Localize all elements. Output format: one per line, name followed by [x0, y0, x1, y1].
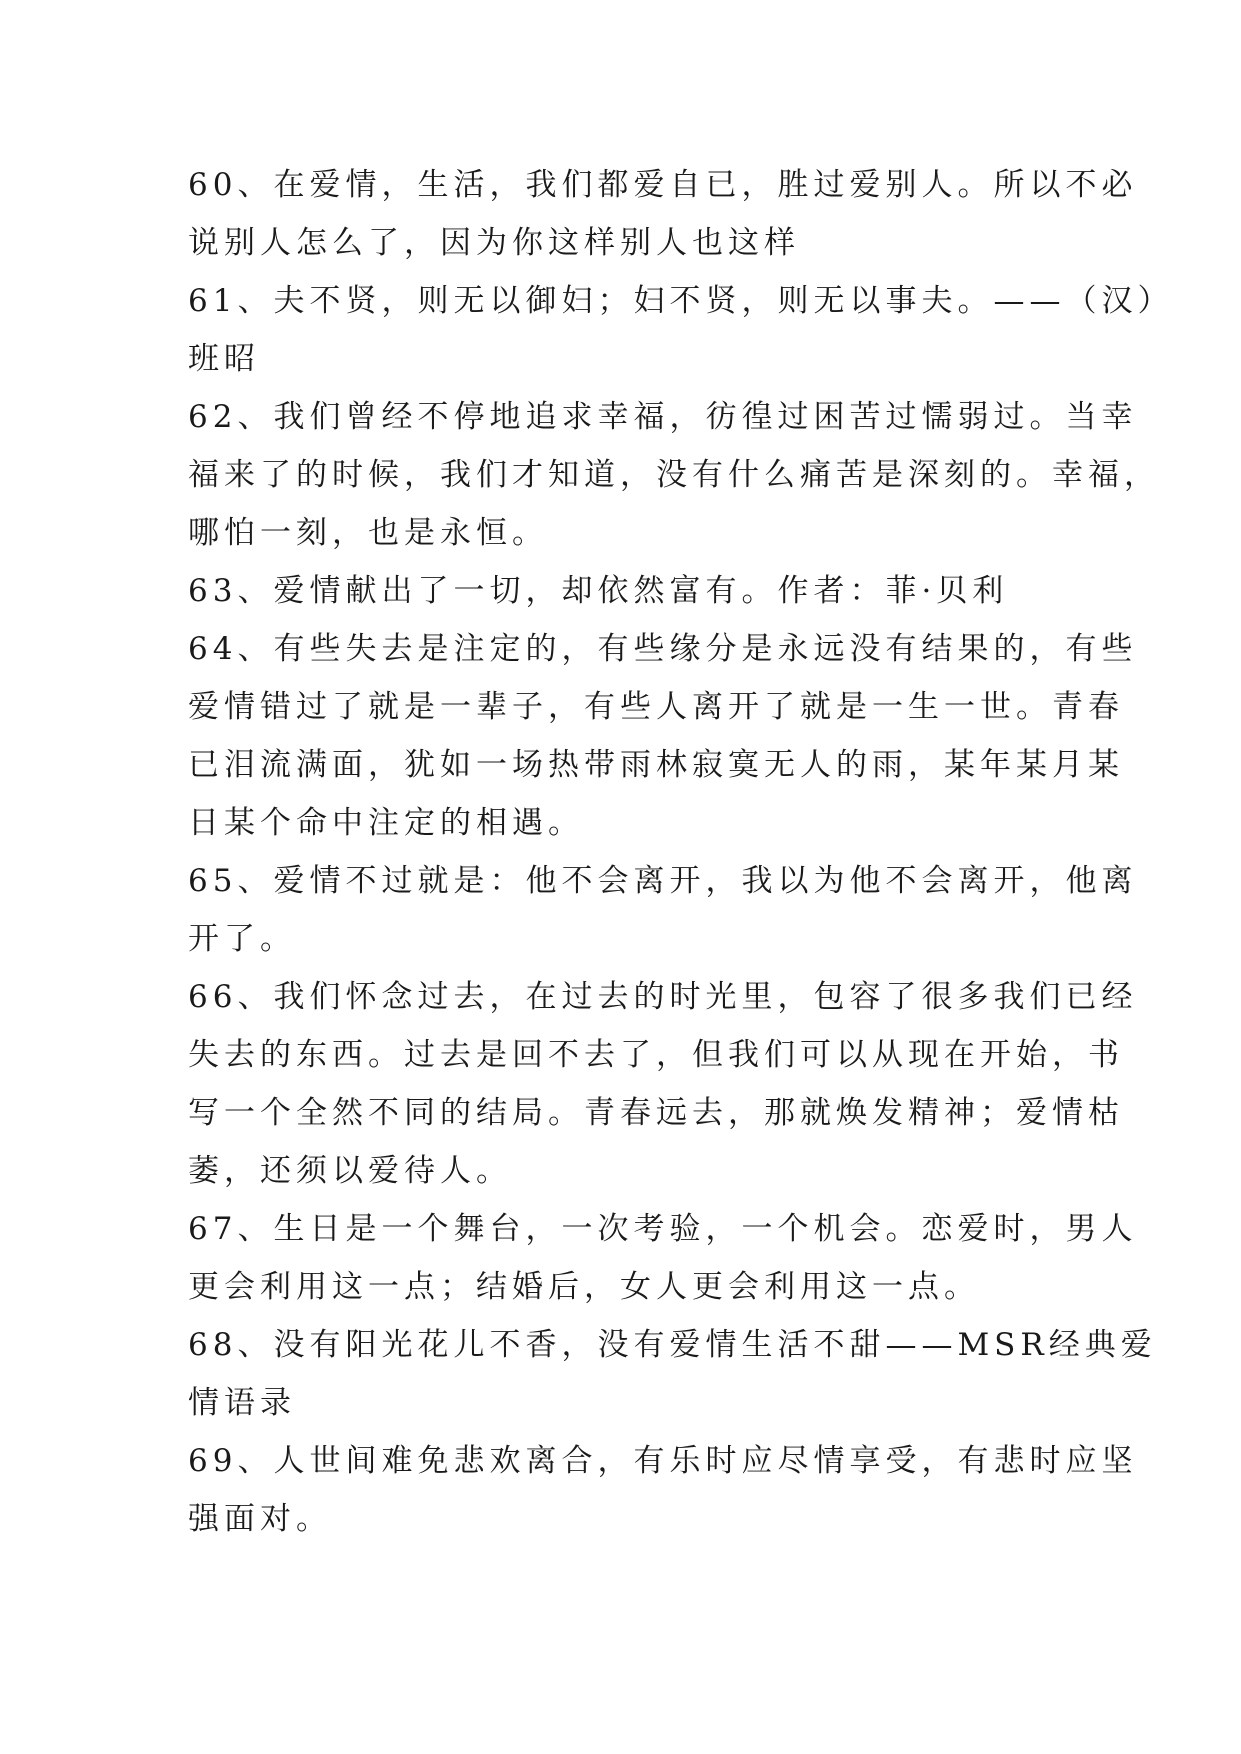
text-line: 爱情错过了就是一辈子，有些人离开了就是一生一世。青春: [188, 689, 1124, 725]
text-line: 已泪流满面，犹如一场热带雨林寂寞无人的雨，某年某月某: [188, 747, 1124, 783]
text-line: 萎，还须以爱待人。: [188, 1153, 512, 1189]
text-line: 68、没有阳光花儿不香，没有爱情生活不甜——MSR经典爱: [188, 1327, 1157, 1363]
text-line: 67、生日是一个舞台，一次考验，一个机会。恋爱时，男人: [188, 1211, 1138, 1247]
text-line: 强面对。: [188, 1501, 332, 1537]
text-line: 说别人怎么了，因为你这样别人也这样: [188, 225, 800, 261]
text-line: 62、我们曾经不停地追求幸福，彷徨过困苦过懦弱过。当幸: [188, 399, 1138, 435]
text-line: 63、爱情献出了一切，却依然富有。作者：菲·贝利: [188, 573, 1009, 609]
text-line: 开了。: [188, 921, 296, 957]
text-line: 失去的东西。过去是回不去了，但我们可以从现在开始，书: [188, 1037, 1124, 1073]
text-line: 日某个命中注定的相遇。: [188, 805, 584, 841]
text-line: 65、爱情不过就是：他不会离开，我以为他不会离开，他离: [188, 863, 1138, 899]
text-line: 班昭: [188, 341, 260, 377]
text-line: 60、在爱情，生活，我们都爱自已，胜过爱别人。所以不必: [188, 167, 1138, 203]
text-line: 写一个全然不同的结局。青春远去，那就焕发精神；爱情枯: [188, 1095, 1124, 1131]
text-line: 61、夫不贤，则无以御妇；妇不贤，则无以事夫。——（汉）: [188, 283, 1174, 319]
document-body: [188, 156, 1174, 1548]
text-line: 69、人世间难免悲欢离合，有乐时应尽情享受，有悲时应坚: [188, 1443, 1138, 1479]
text-line: 66、我们怀念过去，在过去的时光里，包容了很多我们已经: [188, 979, 1138, 1015]
text-line: 哪怕一刻，也是永恒。: [188, 515, 548, 551]
text-line: 情语录: [188, 1385, 296, 1421]
text-line: 福来了的时候，我们才知道，没有什么痛苦是深刻的。幸福，: [188, 457, 1160, 493]
text-line: 更会利用这一点；结婚后，女人更会利用这一点。: [188, 1269, 980, 1305]
text-line: 64、有些失去是注定的，有些缘分是永远没有结果的，有些: [188, 631, 1138, 667]
